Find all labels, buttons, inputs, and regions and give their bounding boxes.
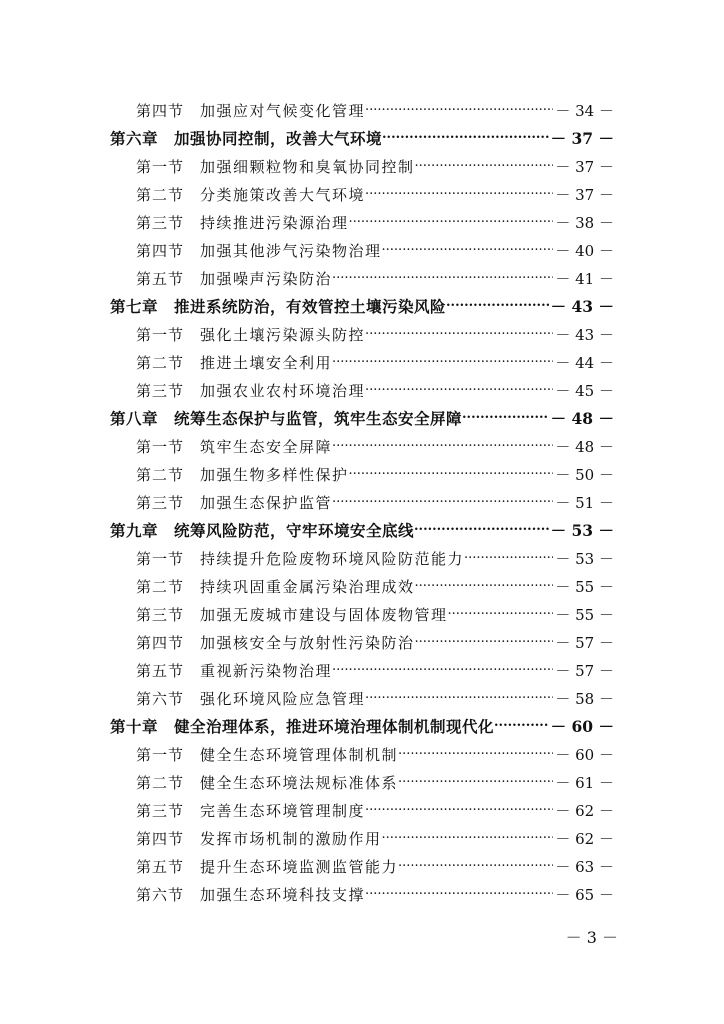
toc-entry-title: 加强细颗粒物和臭氧协同控制 <box>200 158 415 176</box>
toc-entry-title: 推进系统防治，有效管控土壤污染风险 <box>174 297 447 316</box>
leader-dots <box>332 424 553 452</box>
leader-dots <box>332 480 553 508</box>
toc-entry[interactable] <box>110 284 614 316</box>
toc-entry-title: 完善生态环境管理制度 <box>200 802 366 820</box>
toc-entry-page: － 53 － <box>555 550 614 568</box>
toc-entry-page: － 58 － <box>555 690 614 708</box>
toc-entry-page: － 62 － <box>555 830 614 848</box>
toc-entry-number: 第三节 <box>136 214 185 232</box>
toc-entry-title: 提升生态环境监测监管能力 <box>200 858 399 876</box>
toc-entry-page: － 38 － <box>555 214 614 232</box>
leader-dots <box>365 872 553 900</box>
toc-entry-page: － 50 － <box>555 466 614 484</box>
leader-dots <box>448 592 554 620</box>
toc-entry[interactable] <box>110 340 614 372</box>
toc-entry-number: 第三节 <box>136 802 185 820</box>
toc-entry-title: 加强其他涉气污染物治理 <box>200 242 382 260</box>
toc-entry-number: 第四节 <box>136 102 185 120</box>
toc-entry-title: 强化土壤污染源头防控 <box>200 326 366 344</box>
toc-entry-title: 筑牢生态安全屏障 <box>200 438 333 456</box>
toc-entry-page: － 41 － <box>555 270 614 288</box>
toc-entry-title: 推进土壤安全利用 <box>200 354 333 372</box>
toc-entry-page: － 48 － <box>550 409 614 428</box>
leader-dots <box>365 172 553 200</box>
toc-entry-page: － 43 － <box>555 326 614 344</box>
toc-entry-number: 第六章 <box>110 129 159 148</box>
leader-dots <box>398 844 553 872</box>
leader-dots <box>365 368 553 396</box>
toc-entry-title: 重视新污染物治理 <box>200 662 333 680</box>
toc-entry-title: 持续提升危险废物环境风险防范能力 <box>200 550 465 568</box>
leader-dots <box>382 816 554 844</box>
toc-entry-page: － 44 － <box>555 354 614 372</box>
toc-entry-number: 第一节 <box>136 326 185 344</box>
leader-dots <box>415 144 554 172</box>
toc-entry-number: 第六节 <box>136 886 185 904</box>
toc-entry-number: 第七章 <box>110 297 159 316</box>
leader-dots <box>365 312 553 340</box>
leader-dots <box>332 256 553 284</box>
toc-entry[interactable] <box>110 648 614 680</box>
leader-dots <box>462 396 549 424</box>
toc-entry-number: 第三节 <box>136 494 185 512</box>
toc-entry-page: － 37 － <box>550 129 614 148</box>
toc-entry-title: 加强农业农村环境治理 <box>200 382 366 400</box>
toc-entry-number: 第二节 <box>136 578 185 596</box>
toc-entry-title: 加强无废城市建设与固体废物管理 <box>200 606 448 624</box>
toc-entry-page: － 57 － <box>555 662 614 680</box>
toc-entry-title: 加强协同控制，改善大气环境 <box>174 129 383 148</box>
toc-entry-title: 加强噪声污染防治 <box>200 270 333 288</box>
toc-entry-title: 持续推进污染源治理 <box>200 214 349 232</box>
toc-entry-title: 统筹生态保护与监管，筑牢生态安全屏障 <box>174 409 463 428</box>
leader-dots <box>349 200 554 228</box>
toc-entry-number: 第二节 <box>136 774 185 792</box>
toc-entry-page: － 57 － <box>555 634 614 652</box>
page-number: － 3 － <box>565 928 618 947</box>
toc-entry[interactable] <box>110 256 614 288</box>
toc-entry-page: － 55 － <box>555 578 614 596</box>
toc-entry-page: － 53 － <box>550 521 614 540</box>
toc-entry-number: 第五节 <box>136 858 185 876</box>
leader-dots <box>365 788 553 816</box>
leader-dots <box>414 508 549 536</box>
toc-entry[interactable] <box>110 480 614 512</box>
toc-entry[interactable] <box>110 508 614 540</box>
toc-entry[interactable] <box>110 676 614 708</box>
toc-entry-number: 第一节 <box>136 438 185 456</box>
toc-entry-page: － 61 － <box>555 774 614 792</box>
toc-entry-number: 第五节 <box>136 270 185 288</box>
leader-dots <box>446 284 549 312</box>
toc-entry-page: － 60 － <box>555 746 614 764</box>
toc-entry-number: 第一节 <box>136 746 185 764</box>
leader-dots <box>349 452 554 480</box>
toc-entry-number: 第九章 <box>110 521 159 540</box>
toc-entry-number: 第三节 <box>136 382 185 400</box>
leader-dots <box>464 536 553 564</box>
toc-entry-number: 第三节 <box>136 606 185 624</box>
toc-entry[interactable] <box>110 452 614 484</box>
toc-entry-page: － 37 － <box>555 186 614 204</box>
toc-entry-title: 健全生态环境管理体制机制 <box>200 746 399 764</box>
toc-entry-number: 第六节 <box>136 690 185 708</box>
toc-entry[interactable] <box>110 88 614 120</box>
toc-entry-title: 统筹风险防范，守牢环境安全底线 <box>174 521 415 540</box>
toc-entry-page: － 55 － <box>555 606 614 624</box>
leader-dots <box>332 648 553 676</box>
toc-entry-page: － 63 － <box>555 858 614 876</box>
toc-entry-page: － 48 － <box>555 438 614 456</box>
toc-entry-page: － 60 － <box>550 717 614 736</box>
toc-entry-page: － 37 － <box>555 158 614 176</box>
leader-dots <box>415 564 554 592</box>
leader-dots <box>365 676 553 704</box>
toc-entry-title: 健全生态环境法规标准体系 <box>200 774 399 792</box>
toc-entry-page: － 34 － <box>555 102 614 120</box>
toc-entry-number: 第一节 <box>136 158 185 176</box>
toc-entry-number: 第四节 <box>136 242 185 260</box>
toc-entry-number: 第五节 <box>136 662 185 680</box>
toc-entry-number: 第四节 <box>136 830 185 848</box>
toc-entry-title: 强化环境风险应急管理 <box>200 690 366 708</box>
toc-entry-page: － 51 － <box>555 494 614 512</box>
toc-entry-title: 分类施策改善大气环境 <box>200 186 366 204</box>
toc-entry-number: 第八章 <box>110 409 159 428</box>
toc-entry-number: 第二节 <box>136 354 185 372</box>
leader-dots <box>382 116 549 144</box>
toc-entry-page: － 45 － <box>555 382 614 400</box>
leader-dots <box>494 704 549 732</box>
toc-entry-page: － 65 － <box>555 886 614 904</box>
leader-dots <box>332 340 553 368</box>
toc-entry-page: － 62 － <box>555 802 614 820</box>
toc-entry[interactable] <box>110 200 614 232</box>
toc-entry-number: 第十章 <box>110 717 159 736</box>
toc-entry-number: 第四节 <box>136 634 185 652</box>
toc-entry[interactable] <box>110 368 614 400</box>
toc-entry-title: 发挥市场机制的激励作用 <box>200 830 382 848</box>
toc-entry-title: 加强生物多样性保护 <box>200 466 349 484</box>
toc-entry[interactable] <box>110 228 614 260</box>
leader-dots <box>382 228 554 256</box>
toc-entry-title: 持续巩固重金属污染治理成效 <box>200 578 415 596</box>
toc-entry-title: 加强应对气候变化管理 <box>200 102 366 120</box>
leader-dots <box>365 88 553 116</box>
toc-entry-page: － 40 － <box>555 242 614 260</box>
leader-dots <box>415 620 554 648</box>
toc-entry-title: 健全治理体系，推进环境治理体制机制现代化 <box>174 717 495 736</box>
toc-entry-title: 加强生态保护监管 <box>200 494 333 512</box>
toc-entry-number: 第二节 <box>136 466 185 484</box>
toc-entry-title: 加强核安全与放射性污染防治 <box>200 634 415 652</box>
table-of-contents <box>110 88 614 904</box>
toc-entry-page: － 43 － <box>550 297 614 316</box>
toc-entry-number: 第一节 <box>136 550 185 568</box>
leader-dots <box>398 760 553 788</box>
toc-entry-number: 第二节 <box>136 186 185 204</box>
leader-dots <box>398 732 553 760</box>
toc-entry-title: 加强生态环境科技支撑 <box>200 886 366 904</box>
